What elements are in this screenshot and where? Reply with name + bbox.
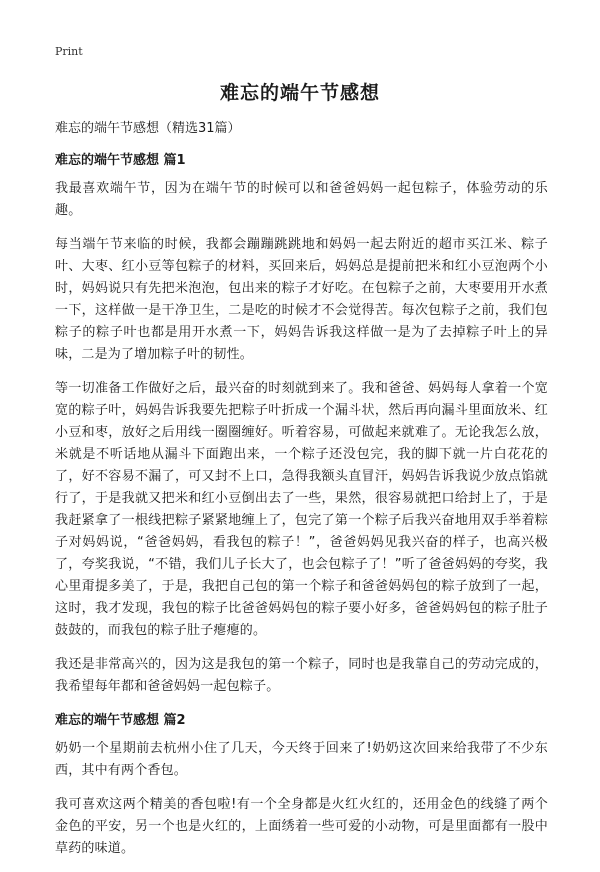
paragraph: 每当端午节来临的时候，我都会蹦蹦跳跳地和妈妈一起去附近的超市买江米、粽子叶、大枣、红小豆等包粽子的材料，买回来后，妈妈总是提前把米和红小豆泡两个小时，妈妈说只有先把米泡泡，包出来的粽子才好吃。在包粽子之前，大枣要用开水煮一下，这样做一是干净卫生，二是吃的时候才不会觉得苦。每次包粽子之前，我们包粽子的粽子叶也都是用开水煮一下，妈妈告诉我这样做一是为了去掉粽子叶上的异味，二是为了增加粽子叶的韧性。 xyxy=(55,237,548,362)
paragraph: 奶奶一个星期前去杭州小住了几天，今天终于回来了!奶奶这次回来给我带了不少东西，其中有两个香包。 xyxy=(55,741,548,778)
article-body xyxy=(55,118,548,872)
paragraph: 我可喜欢这两个精美的香包啦!有一个全身都是火红火红的，还用金色的线缝了两个金色的平安，另一个也是火红的，上面绣着一些可爱的小动物，可是里面都有一股中草药的味道。 xyxy=(55,797,548,856)
paragraph: 我还是非常高兴的，因为这是我包的第一个粽子，同时也是我靠自己的劳动完成的，我希望每年都和爸爸妈妈一起包粽子。 xyxy=(55,657,548,694)
paragraph: 我最喜欢端午节，因为在端午节的时候可以和爸爸妈妈一起包粽子，体验劳动的乐趣。 xyxy=(55,181,548,218)
section-heading-1: 难忘的端午节感想 篇1 xyxy=(55,153,186,168)
article-subtitle: 难忘的端午节感想（精选31篇） xyxy=(55,121,241,136)
page-title: 难忘的端午节感想 xyxy=(219,82,380,104)
print-link[interactable]: Print xyxy=(55,45,83,58)
paragraph: 等一切准备工作做好之后，最兴奋的时刻就到来了。我和爸爸、妈妈每人拿着一个宽宽的粽子叶，妈妈告诉我要先把粽子叶折成一个漏斗状，然后再向漏斗里面放米、红小豆和枣，放好之后用线一圈圈缠好。听着容易，可做起来就难了。无论我怎么放，米就是不听话地从漏斗下面跑出来，一个粽子还没包完，我的脚下就一片白花花的了，好不容易不漏了，可又封不上口，急得我额头直冒汗，妈妈告诉我说少放点馅就行了，于是我就又把米和红小豆倒出去了一些，果然，很容易就把口给封上了，于是我赶紧拿了一根线把粽子紧紧地缠上了，包完了第一个粽子后我兴奋地用双手举着粽子对妈妈说，“爸爸妈妈，看我包的粽子！”，爸爸妈妈见我兴奋的样子，也高兴极了，夸奖我说，“不错，我们儿子长大了，也会包粽子了！”听了爸爸妈妈的夸奖，我心里甭提多美了，于是，我把自己包的第一个粽子和爸爸妈妈包的粽子放到了一起，这时，我才发现，我包的粽子比爸爸妈妈包的粽子要小好多，爸爸妈妈包的粽子肚子鼓鼓的，而我包的粽子肚子瘪瘪的。 xyxy=(55,381,548,638)
section-heading-2: 难忘的端午节感想 篇2 xyxy=(55,713,186,728)
